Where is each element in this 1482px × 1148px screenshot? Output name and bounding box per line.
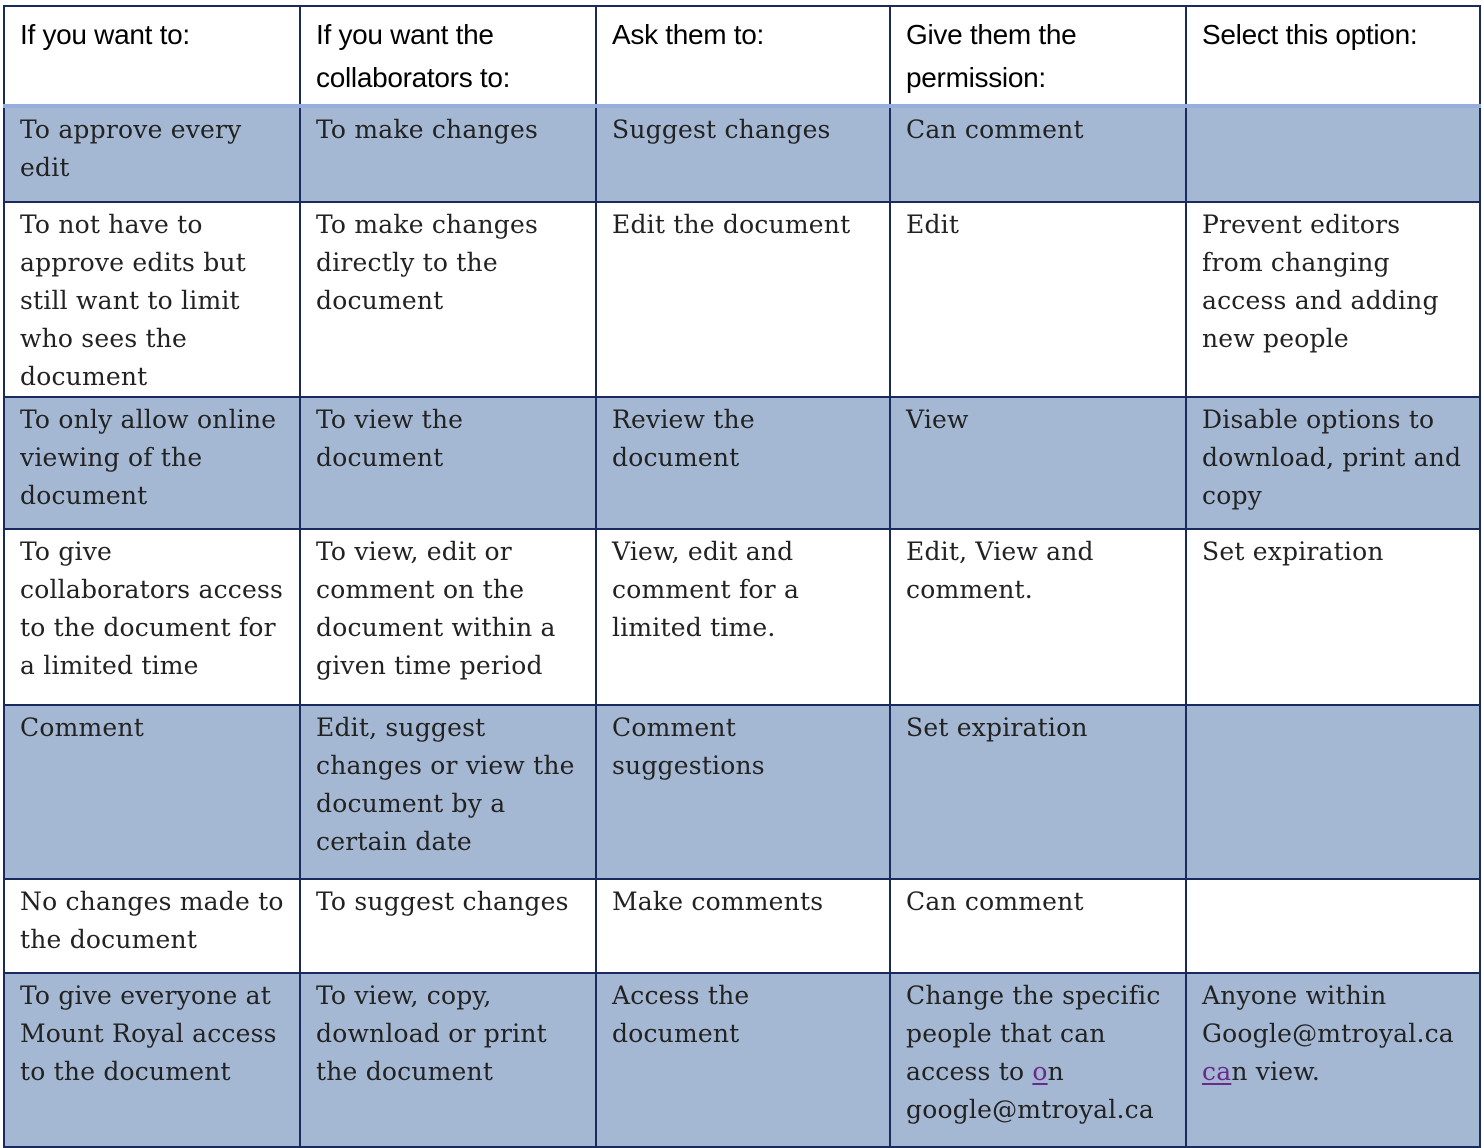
table-cell: To view the document: [300, 397, 596, 529]
permissions-table: [3, 5, 1481, 1148]
table-cell: To suggest changes: [300, 879, 596, 973]
table-cell: No changes made to the document: [4, 879, 300, 973]
table-row: [4, 397, 1480, 529]
table-cell: To view, edit or comment on the document within a given time period: [300, 529, 596, 705]
table-cell: To only allow online viewing of the document: [4, 397, 300, 529]
table-row: [4, 529, 1480, 705]
table-cell: To view, copy, download or print the document: [300, 973, 596, 1147]
table-cell: To not have to approve edits but still want to limit who sees the document: [4, 202, 300, 397]
table-cell: Set expiration: [890, 705, 1186, 879]
table-cell: To give collaborators access to the document for a limited time: [4, 529, 300, 705]
cell-text: n google@mtroyal.ca: [906, 1057, 1154, 1124]
table-row: [4, 106, 1480, 202]
table-cell: Comment suggestions: [596, 705, 890, 879]
table-cell: [1186, 106, 1480, 202]
table-cell: Set expiration: [1186, 529, 1480, 705]
header-if-you-want-to: If you want to:: [4, 6, 300, 106]
table-cell: Can comment: [890, 106, 1186, 202]
table-cell: To make changes directly to the document: [300, 202, 596, 397]
table-cell-anyone-can-view: [1186, 973, 1480, 1147]
table-cell: View: [890, 397, 1186, 529]
underlined-link[interactable]: ca: [1202, 1057, 1232, 1086]
table-cell: [1186, 879, 1480, 973]
table-cell: Make comments: [596, 879, 890, 973]
table-cell: View, edit and comment for a limited time.: [596, 529, 890, 705]
header-select-option: Select this option:: [1186, 6, 1480, 106]
table-cell: Disable options to download, print and copy: [1186, 397, 1480, 529]
table-cell-access-change: [890, 973, 1186, 1147]
header-collaborators-to: If you want the collaborators to:: [300, 6, 596, 106]
table-row: [4, 879, 1480, 973]
header-ask-them-to: Ask them to:: [596, 6, 890, 106]
table-header-row: [4, 6, 1480, 106]
table-cell: To give everyone at Mount Royal access to the document: [4, 973, 300, 1147]
cell-text: Change the specific people that can access to: [906, 981, 1161, 1086]
table-cell: Edit, suggest changes or view the document by a certain date: [300, 705, 596, 879]
table-cell: Can comment: [890, 879, 1186, 973]
table-row: [4, 705, 1480, 879]
table-cell: Prevent editors from changing access and adding new people: [1186, 202, 1480, 397]
header-give-permission: Give them the permission:: [890, 6, 1186, 106]
cell-text: Anyone within Google@mtroyal.ca: [1202, 981, 1454, 1048]
table-cell: Review the document: [596, 397, 890, 529]
underlined-link[interactable]: o: [1032, 1057, 1048, 1086]
table-cell: Access the document: [596, 973, 890, 1147]
table-cell: Comment: [4, 705, 300, 879]
table-cell: To make changes: [300, 106, 596, 202]
table-cell: To approve every edit: [4, 106, 300, 202]
table-cell: Edit, View and comment.: [890, 529, 1186, 705]
table-row: [4, 973, 1480, 1147]
cell-text: n view.: [1231, 1057, 1321, 1086]
table-cell: Edit the document: [596, 202, 890, 397]
table-cell: Edit: [890, 202, 1186, 397]
table-row: [4, 202, 1480, 397]
table-cell: Suggest changes: [596, 106, 890, 202]
table-cell: [1186, 705, 1480, 879]
